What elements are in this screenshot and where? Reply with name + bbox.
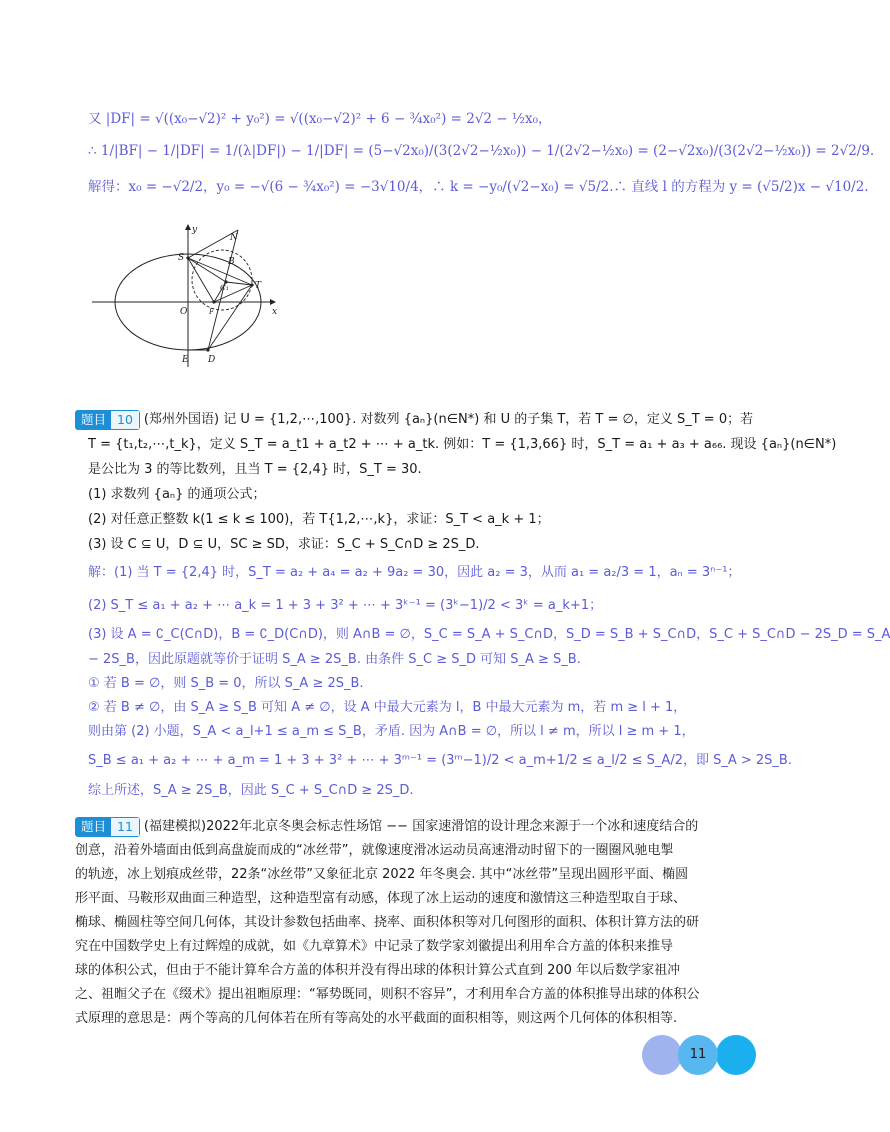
label-x: x <box>272 307 278 317</box>
page-number: 11 <box>689 1047 707 1062</box>
problem-line: (福建模拟)2022年北京冬奥会标志性场馆 −− 国家速滑馆的设计理念来源于一个冰和速度结合的 <box>143 819 699 834</box>
problem-line: 椭球、椭圆柱等空间几何体，其设计参数包括曲率、挠率、面积体积等对几何图形的面积、体积计算方法的研 <box>75 915 700 930</box>
solution-line: 又 |DF| = √((x₀−√2)² + y₀²) = √((x₀−√2)² + 6 − ¾x₀²) = 2√2 − ½x₀， <box>88 111 552 127</box>
problem-10 <box>75 408 890 804</box>
problem-line: 究在中国数学史上有过辉煌的成就，如《九章算术》中记录了数学家刘徽提出利用牟合方盖的体积来推导 <box>75 939 674 954</box>
point-d <box>206 348 209 351</box>
tag-number: 10 <box>111 411 139 429</box>
label-f: F <box>209 308 214 316</box>
label-t: T <box>255 281 262 291</box>
tag-number: 11 <box>111 818 139 836</box>
solution-line: 解：(1) 当 T = {2,4} 时，S_T = a₂ + a₄ = a₂ + 9a₂ = 30，因此 a₂ = 3，从而 a₁ = a₂/3 = 1，aₙ = 3ⁿ⁻¹； <box>88 565 741 580</box>
solution-line: (2) S_T ≤ a₁ + a₂ + ⋯ a_k = 1 + 3 + 3² + ⋯ + 3ᵏ⁻¹ = (3ᵏ−1)/2 < 3ᵏ = a_k+1； <box>88 598 603 613</box>
problem-11 <box>75 815 740 1031</box>
label-e: E <box>182 355 189 365</box>
solution-line: ② 若 B ≠ ∅，由 S_A ≥ S_B 可知 A ≠ ∅，设 A 中最大元素为 l，B 中最大元素为 m，若 m ≥ l + 1， <box>88 700 687 715</box>
problem-line: (3) 设 C ⊆ U，D ⊆ U，SC ≥ SD，求证：S_C + S_C∩D ≥ 2S_D. <box>88 537 480 552</box>
y-axis-arrow-icon <box>185 224 191 230</box>
label-d: D <box>208 355 216 365</box>
solution-line: − 2S_B，因此原题就等价于证明 S_A ≥ 2S_B. 由条件 S_C ≥ S_D 可知 S_A ≥ S_B. <box>88 652 581 667</box>
problem-line: (郑州外国语) 记 U = {1,2,⋯,100}. 对数列 {aₙ}(n∈N*) 和 U 的子集 T，若 T = ∅，定义 S_T = 0；若 <box>143 412 754 427</box>
point-f <box>212 300 215 303</box>
problem-line: 球的体积公式，但由于不能计算牟合方盖的体积并没有得出球的体积计算公式直到 200 年以后数学家祖冲 <box>75 963 681 978</box>
solution-line: 则由第 (2) 小题，S_A < a_l+1 ≤ a_m ≤ S_B，矛盾. 因为 A∩B = ∅，所以 l ≠ m，所以 l ≥ m + 1， <box>88 724 695 739</box>
problem-line: 之、祖暅父子在《缀术》提出祖暅原理：“幂势既同，则积不容异”，才利用牟合方盖的体积推导出球的体积公 <box>75 987 700 1002</box>
badge-circle <box>716 1035 756 1075</box>
problem-tag <box>75 410 140 430</box>
solution-line: (3) 设 A = ∁_C(C∩D)，B = ∁_D(C∩D)，则 A∩B = ∅，S_C = S_A + S_C∩D，S_D = S_B + S_C∩D，S_C + S_C∩D − 2S_D = S_A <box>88 627 890 642</box>
problem-line: 式原理的意思是：两个等高的几何体若在所有等高处的水平截面的面积相等，则这两个几何体的体积相等. <box>75 1011 678 1026</box>
badge-circle <box>642 1035 682 1075</box>
solution-line: ∴ 1/|BF| − 1/|DF| = 1/(λ|DF|) − 1/|DF| = (5−√2x₀)/(3(2√2−½x₀)) − 1/(2√2−½x₀) = (2−√2x₀)/(3(2√2−½x₀)) = 2√2/9. <box>88 143 875 159</box>
label-c1: C₁ <box>220 283 229 292</box>
label-y: y <box>192 225 198 235</box>
tag-label: 题目 <box>76 411 111 429</box>
solution-line: ① 若 B = ∅，则 S_B = 0，所以 S_A ≥ 2S_B. <box>88 676 364 691</box>
solution-line: S_B ≤ a₁ + a₂ + ⋯ + a_m = 1 + 3 + 3² + ⋯ + 3ᵐ⁻¹ = (3ᵐ−1)/2 < a_m+1/2 ≤ a_l/2 ≤ S_A/2，即 S_A > 2S_B. <box>88 753 792 768</box>
problem-line: (1) 求数列 {aₙ} 的通项公式； <box>88 487 266 502</box>
label-b: B <box>228 257 235 267</box>
line-s-c1 <box>188 258 226 282</box>
line-s-t <box>188 258 252 285</box>
tag-label: 题目 <box>76 818 111 836</box>
problem-line: 创意，沿着外墙面由低到高盘旋而成的“冰丝带”，就像速度滑冰运动员高速滑动时留下的一圈圈风驰电掣 <box>75 843 674 858</box>
problem-line: T = {t₁,t₂,⋯,t_k}，定义 S_T = a_t1 + a_t2 + ⋯ + a_tk. 例如：T = {1,3,66} 时，S_T = a₁ + a₃ + a₆₆. 现设 {aₙ}(n∈N*) <box>88 437 837 452</box>
problem-line: 是公比为 3 的等比数列，且当 T = {2,4} 时，S_T = 30. <box>88 462 422 477</box>
solution-line: 综上所述，S_A ≥ 2S_B，因此 S_C + S_C∩D ≥ 2S_D. <box>88 783 414 798</box>
solution-line: 解得：x₀ = −√2/2，y₀ = −√(6 − ¾x₀²) = −3√10/4，∴ k = −y₀/(√2−x₀) = √5/2.∴ 直线 l 的方程为 y = (√5/2)x − √10/2. <box>88 179 869 195</box>
label-o: O <box>180 307 188 317</box>
x-axis-arrow-icon <box>270 299 276 305</box>
point-s <box>186 256 189 259</box>
line-s-f <box>188 258 214 302</box>
problem-tag <box>75 817 140 837</box>
point-t <box>250 283 253 286</box>
solution-continuation <box>88 106 875 204</box>
problem-line: (2) 对任意正整数 k(1 ≤ k ≤ 100)，若 T{1,2,⋯,k}，求证：S_T < a_k + 1； <box>88 512 550 527</box>
problem-line: 形平面、马鞍形双曲面三种造型，这种造型富有动感，体现了冰上运动的速度和激情这三种造型取自于球、 <box>75 891 687 906</box>
page-number-badge <box>642 1035 757 1075</box>
label-s: S <box>178 253 185 263</box>
label-n: N <box>230 233 238 243</box>
problem-line: 的轨迹，冰上划痕成丝带，22条“冰丝带”又象征北京 2022 年冬奥会. 其中“冰丝带”呈现出圆形平面、椭圆 <box>75 867 689 882</box>
ellipse-figure <box>92 222 282 370</box>
